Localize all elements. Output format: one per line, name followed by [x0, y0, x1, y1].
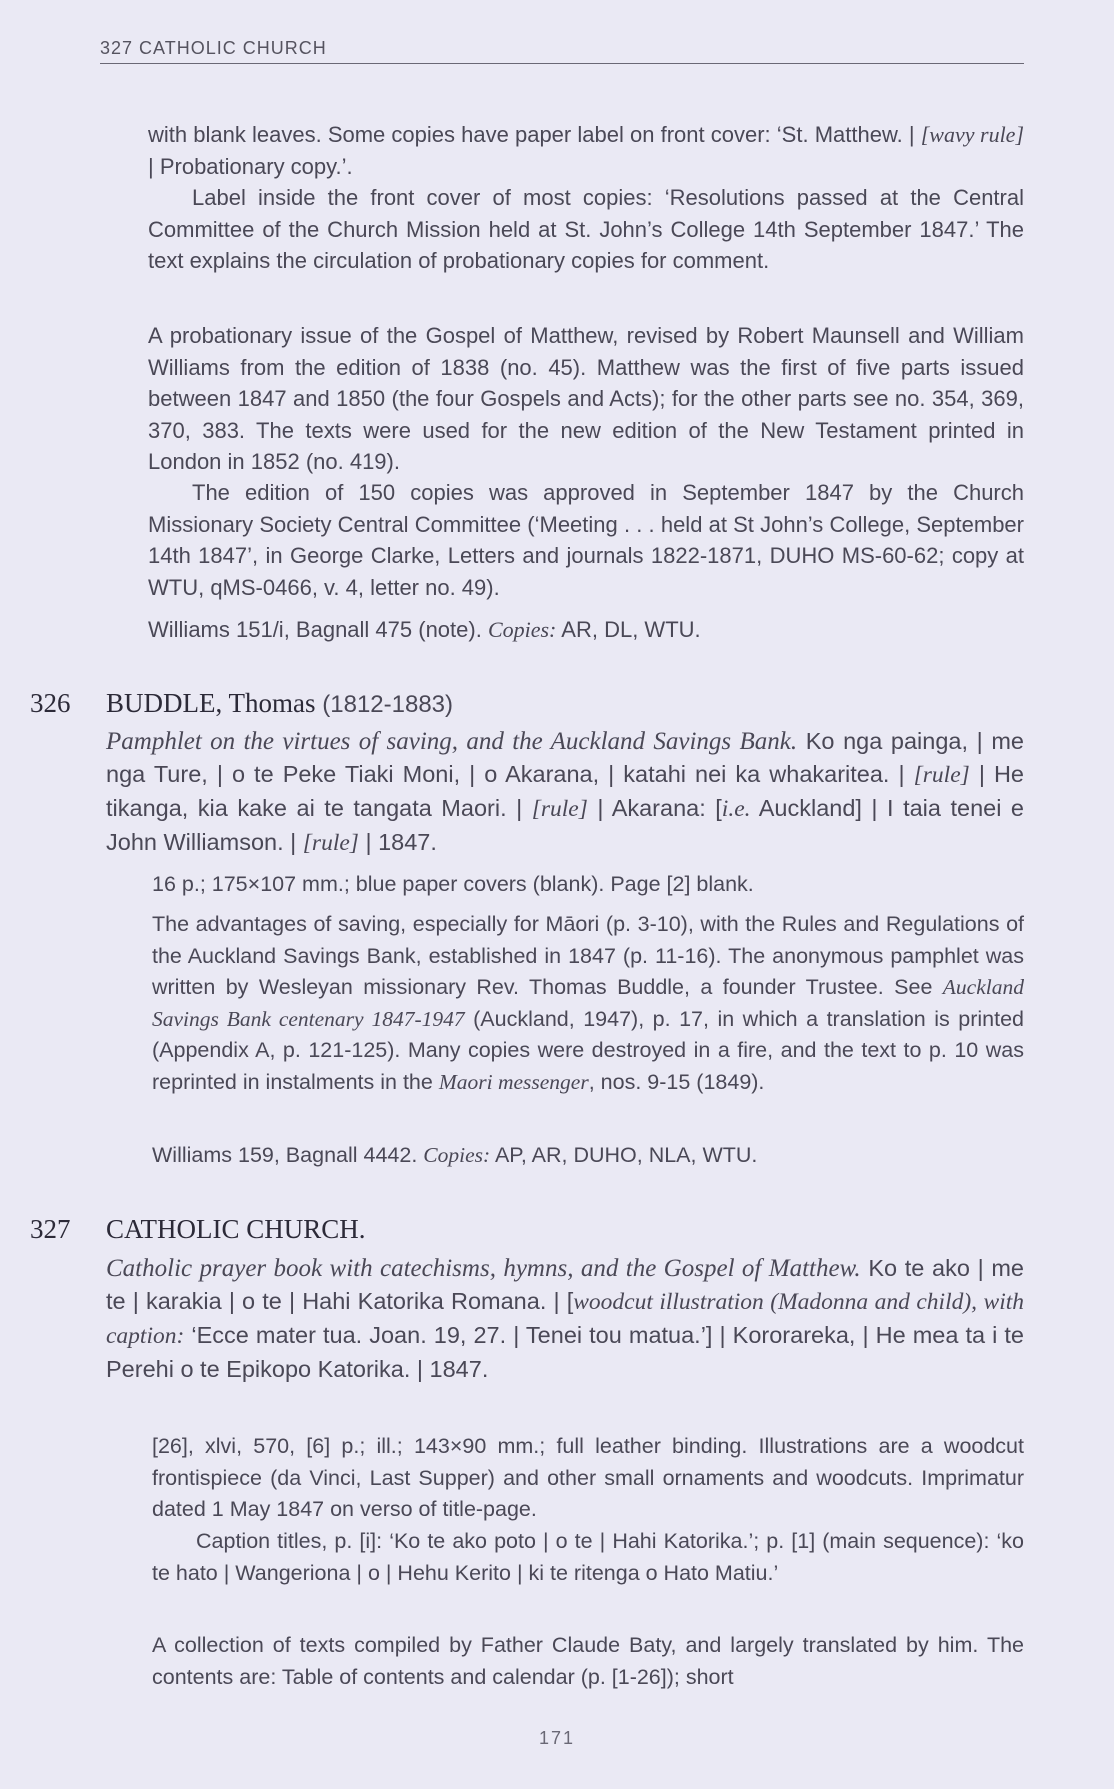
collation-paragraph: [26], xlvi, 570, [6] p.; ill.; 143×90 mm.; full leather binding. Illustrations are a woodcut frontispiece (da Vinci, Last Supper) and other small ornaments and woodcuts. Imprimatur dated 1 May 1847 on verso of title-page.: [152, 1434, 1024, 1521]
copies-label: Copies:: [423, 1143, 491, 1167]
edition-paragraph: The edition of 150 copies was approved in September 1847 by the Church Missionary Society Central Committee (‘Meeting . . . held at St John’s College, September 14th 1847’, in George Clarke, Letters and journals 1822-1871, DUHO MS-60-62; copy at WTU, qMS-0466, v. 4, letter no. 49).: [148, 480, 1024, 600]
text-run: | 1847.: [358, 829, 437, 855]
author-name: BUDDLE, Thomas: [106, 688, 316, 718]
entry-number: 327: [30, 1214, 71, 1244]
italic-run: [rule]: [302, 830, 359, 856]
text-run: Williams 151/i, Bagnall 475 (note).: [148, 617, 488, 642]
text-run: , nos. 9-15 (1849).: [588, 1069, 765, 1094]
italic-run: i.e.: [721, 796, 751, 822]
text-run: AP, AR, DUHO, NLA, WTU.: [490, 1143, 758, 1167]
entry-title-block: [106, 725, 1024, 860]
text-run: AR, DL, WTU.: [556, 617, 701, 642]
entry-title-block: [106, 1252, 1024, 1386]
italic-run: [rule]: [531, 796, 588, 822]
entry-heading: [106, 688, 453, 719]
text-run: Williams 159, Bagnall 4442.: [152, 1143, 424, 1167]
caption-titles-paragraph: Caption titles, p. [i]: ‘Ko te ako poto | o te | Hahi Katorika.’; p. [1] (main sequence): ‘ko te hato | Wangeriona | o | Hehu Kerito | ki te ritenga o Hato Matiu.’: [152, 1529, 1024, 1585]
italic-run: [wavy rule]: [920, 122, 1025, 147]
italic-run: woodcut illustration (Madonna and child), with caption:: [106, 1289, 1025, 1349]
text-run: (Auckland, 1947), p. 17, in which a translation is printed (Appendix A, p. 121-125). Many copies were destroyed in a fire, and the text to p. 10 was reprinted in instalments in the: [152, 1006, 1025, 1094]
copies-label: Copies:: [487, 617, 557, 642]
text-run: The advantages of saving, especially for Māori (p. 3-10), with the Rules and Regulations of the Auckland Savings Bank, established in 1847 (p. 11-16). The anonymous pamphlet was written by Wesleyan missionary Rev. Thomas Buddle, a founder Trustee. See: [152, 912, 1024, 999]
text-run: | Akarana: [: [587, 795, 722, 821]
text-run: Ko nga painga, | me nga Ture, | o te Peke Tiaki Moni, | o Akarana, | katahi nei ka whakaritea. |: [106, 728, 1024, 787]
text-run: with blank leaves. Some copies have paper label on front cover: ‘St. Matthew. |: [148, 122, 921, 147]
references-line: [152, 1140, 1024, 1172]
running-head: 327 CATHOLIC CHURCH: [100, 38, 1024, 64]
text-run: | Probationary copy.’.: [148, 153, 353, 179]
text-run: ‘Ecce mater tua. Joan. 19, 27. | Tenei tou matua.’] | Kororareka, | He mea ta i te Perehi o te Epikopo Katorika. | 1847.: [106, 1322, 1024, 1382]
text-run: Auckland] | I taia tenei e John Williamson. |: [106, 795, 1024, 855]
label-paragraph: Label inside the front cover of most copies: ‘Resolutions passed at the Central Committee of the Church Mission held at St. John’s College 14th September 1847.’ The text explains the circulation of probationary copies for comment.: [148, 185, 1024, 273]
italic-run: Auckland Savings Bank centenary 1847-1947: [152, 975, 1024, 1031]
author-dates: (1812-1883): [322, 691, 454, 718]
page-number: 171: [538, 1728, 576, 1748]
continuation-paragraph: [148, 119, 1024, 182]
references-line: [148, 614, 1024, 646]
collation-line: 16 p.; 175×107 mm.; blue paper covers (blank). Page [2] blank.: [152, 872, 754, 896]
note-paragraph: A probationary issue of the Gospel of Matthew, revised by Robert Maunsell and William Williams from the edition of 1838 (no. 45). Matthew was the first of five parts issued between 1847 and 1850 (the four Gospels and Acts); for the other parts see no. 354, 369, 370, 383. The texts were used for the new edition of the New Testament printed in London in 1852 (no. 419).: [148, 323, 1024, 474]
italic-run: [rule]: [913, 762, 970, 788]
entry-title: Pamphlet on the virtues of saving, and the Auckland Savings Bank.: [106, 728, 798, 755]
entry-number: 326: [30, 688, 71, 718]
entry-title: Catholic prayer book with catechisms, hymns, and the Gospel of Matthew.: [106, 1255, 861, 1282]
entry-heading: CATHOLIC CHURCH.: [106, 1214, 366, 1244]
italic-run: Maori messenger: [438, 1069, 589, 1094]
text-run: Ko te ako | me te | karakia | o te | Hahi Katorika Romana. | [: [106, 1255, 1025, 1314]
note-paragraph: A collection of texts compiled by Father Claude Baty, and largely translated by him. The contents are: Table of contents and calendar (p. [1-26]); short: [152, 1633, 1024, 1689]
text-run: | He tikanga, kia kake ai te tangata Maori. |: [106, 761, 1024, 821]
note-paragraph: [152, 909, 1024, 1098]
